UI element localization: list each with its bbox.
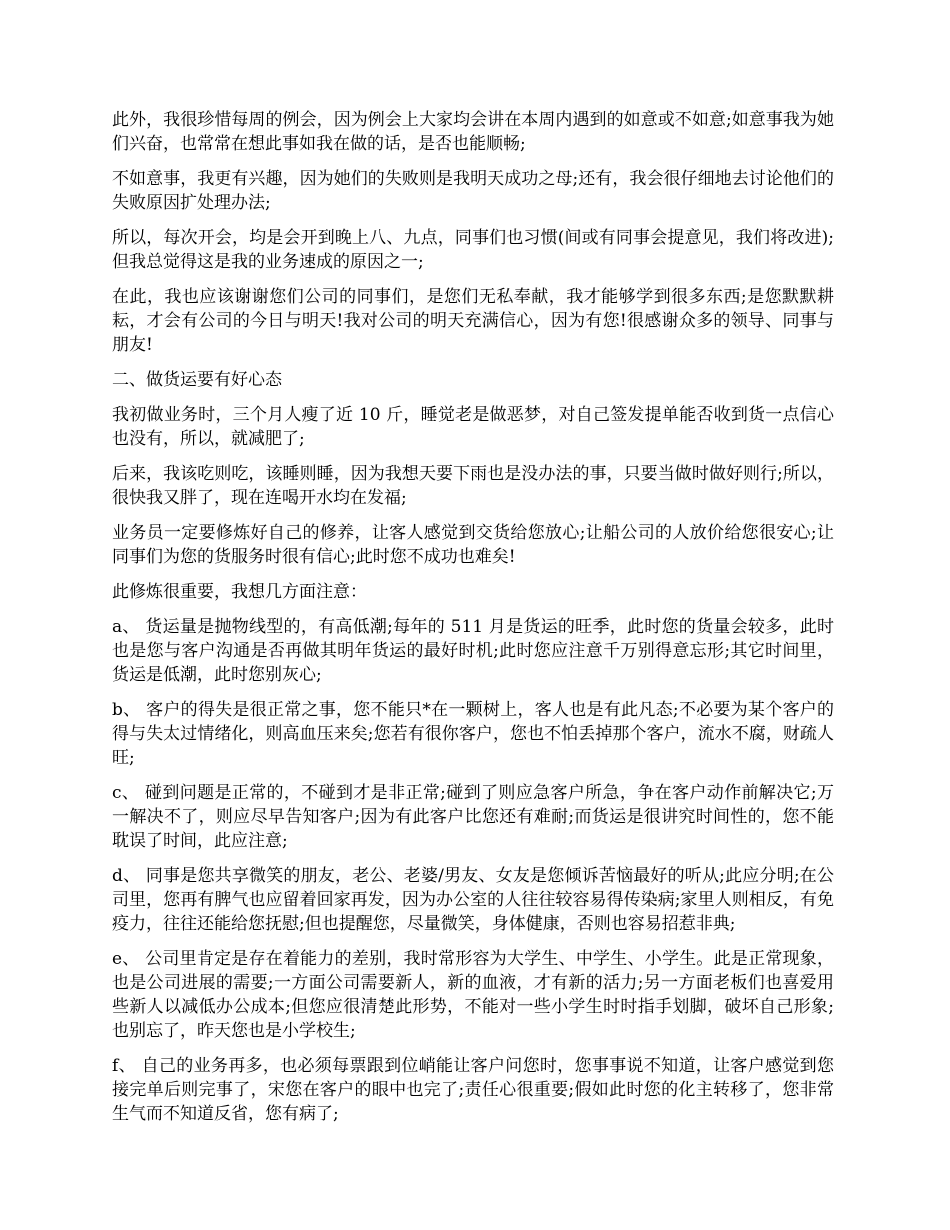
paragraph-weekly-meeting: 此外，我很珍惜每周的例会，因为例会上大家均会讲在本周内遇到的如意或不如意;如意事我为她们兴奋，也常常在想此事如我在做的话，是否也能顺畅; <box>112 110 834 154</box>
paragraph-early-days: 我初做业务时，三个月人瘦了近 10 斤，睡觉老是做恶梦，对自己签发提单能否收到货一点信心也没有，所以，就减肥了; <box>112 405 834 449</box>
list-item-e: e、 公司里肯定是存在着能力的差别，我时常形容为大学生、中学生、小学生。此是正常现象，也是公司进展的需要;一方面公司需要新人，新的血液，才有新的活力;另一方面老板们也喜爱用些新人以减低办公成本;但您应很清楚此形势，不能对一些小学生时时指手划脚，破坏自己形象;也别忘了，昨天您也是小学校生; <box>112 949 834 1041</box>
list-item-f: f、 自己的业务再多，也必须每票跟到位峭能让客户问您时，您事事说不知道，让客户感觉到您接完单后则完事了，宋您在客户的眼中也完了;责任心很重要;假如此时您的化主转移了，您非常生气而不知道反省，您有病了; <box>112 1056 834 1124</box>
document-body <box>112 108 834 1137</box>
paragraph-self-cultivation: 业务员一定要修炼好自己的修养，让客人感觉到交货给您放心;让船公司的人放价给您很安心;让同事们为您的货服务时很有信心;此时您不成功也难矣! <box>112 523 834 567</box>
list-item-a: a、 货运量是抛物线型的，有高低潮;每年的 511 月是货运的旺季，此时您的货量会较多，此时也是您与客户沟通是否再做其明年货运的最好时机;此时您应注意千万别得意忘形;其它时间里，货运是低潮，此时您别灰心; <box>112 617 834 685</box>
paragraph-thanks: 在此，我也应该谢谢您们公司的同事们，是您们无私奉献，我才能够学到很多东西;是您默默耕耘，才会有公司的今日与明天!我对公司的明天充满信心，因为有您!很感谢众多的领导、同事与朋友! <box>112 287 834 355</box>
paragraph-later: 后来，我该吃则吃，该睡则睡，因为我想天要下雨也是没办法的事，只要当做时做好则行;所以，很快我又胖了，现在连喝开水均在发福; <box>112 464 834 508</box>
paragraph-attention-intro: 此修炼很重要，我想几方面注意： <box>112 582 367 602</box>
paragraph-late-meetings: 所以，每次开会，均是会开到晚上八、九点，同事们也习惯(间或有同事会提意见，我们将改进);但我总觉得这是我的业务速成的原因之一; <box>112 228 834 272</box>
paragraph-failure-analysis: 不如意事，我更有兴趣，因为她们的失败则是我明天成功之母;还有，我会很仔细地去讨论他们的失败原因扩处理办法; <box>112 169 834 213</box>
list-item-d: d、 同事是您共享微笑的朋友，老公、老婆/男友、女友是您倾诉苦恼最好的听从;此应分明;在公司里，您再有脾气也应留着回家再发，因为办公室的人往往较容易得传染病;家里人则相反，有免疫力，往往还能给您抚慰;但也提醒您，尽量微笑，身体健康，否则也容易招惹非典; <box>112 866 834 934</box>
section-heading-good-attitude: 二、做货运要有好心态 <box>112 370 282 390</box>
list-item-b: b、 客户的得失是很正常之事，您不能只*在一颗树上，客人也是有此凡态;不必要为某个客户的得与失太过情绪化，则高血压来矣;您若有很你客户，您也不怕丢掉那个客户，流水不腐，财疏人旺; <box>112 700 834 768</box>
list-item-c: c、 碰到问题是正常的，不碰到才是非正常;碰到了则应急客户所急，争在客户动作前解决它;万一解决不了，则应尽早告知客户;因为有此客户比您还有难耐;而货运是很讲究时间性的，您不能耽误了时间，此应注意; <box>112 783 834 851</box>
